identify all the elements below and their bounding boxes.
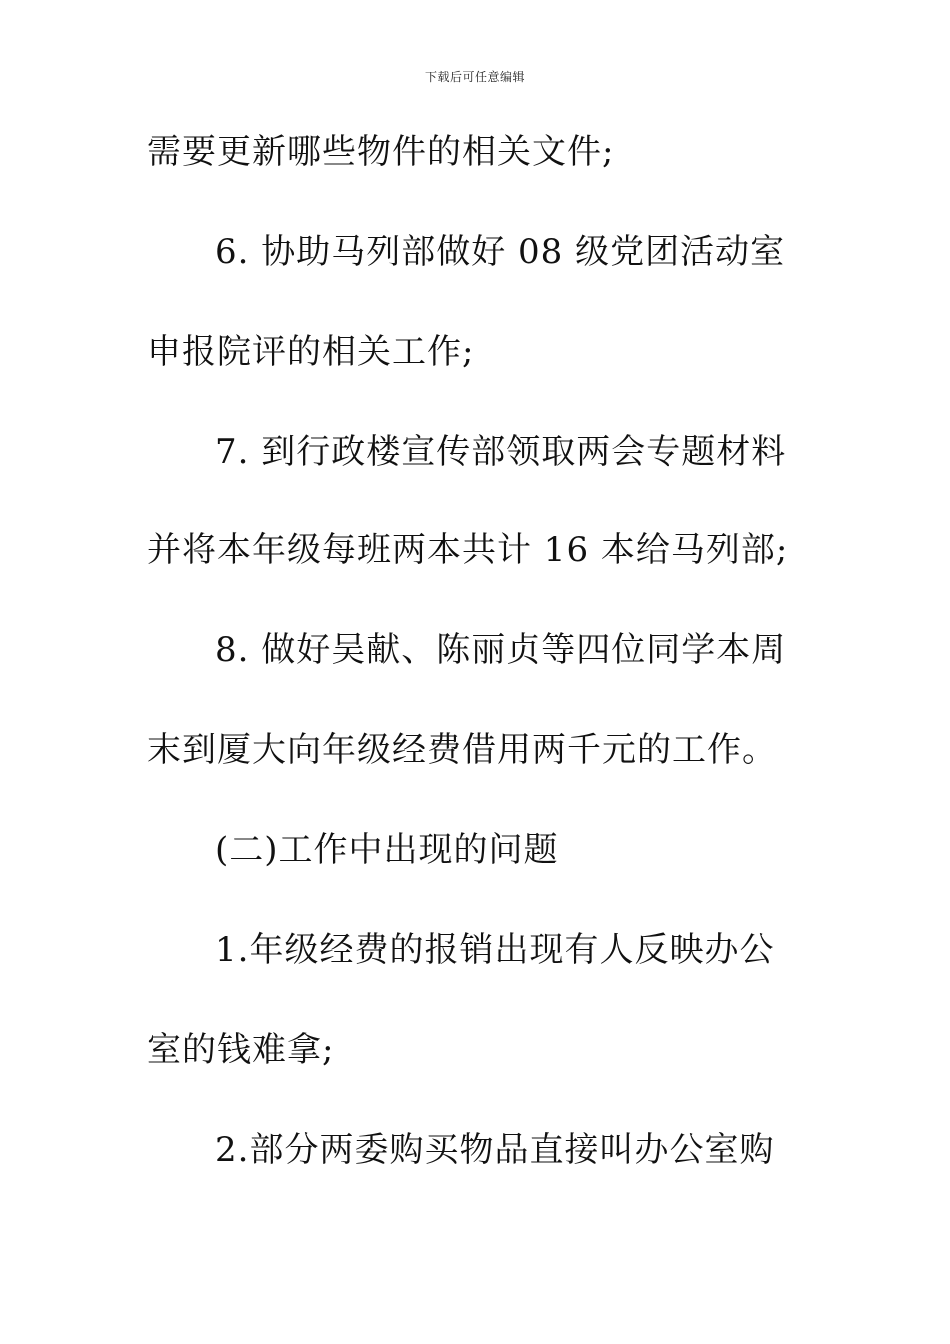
text-line: 需要更新哪些物件的相关文件; xyxy=(147,132,615,172)
text-line: 7. 到行政楼宣传部领取两会专题材料 xyxy=(215,432,787,472)
text-line: 2.部分两委购买物品直接叫办公室购 xyxy=(215,1130,775,1170)
text-line: 6. 协助马列部做好 08 级党团活动室 xyxy=(215,232,786,272)
text-line: 1.年级经费的报销出现有人反映办公 xyxy=(215,930,775,970)
text-line: 申报院评的相关工作; xyxy=(147,332,475,372)
text-line: 8. 做好吴献、陈丽贞等四位同学本周 xyxy=(215,630,787,670)
text-line: 并将本年级每班两本共计 16 本给马列部; xyxy=(147,530,789,570)
section-heading: (二)工作中出现的问题 xyxy=(215,830,559,870)
page-header-note: 下载后可任意编辑 xyxy=(424,70,525,84)
text-line: 室的钱难拿; xyxy=(147,1030,335,1070)
text-line: 末到厦大向年级经费借用两千元的工作。 xyxy=(147,730,777,770)
